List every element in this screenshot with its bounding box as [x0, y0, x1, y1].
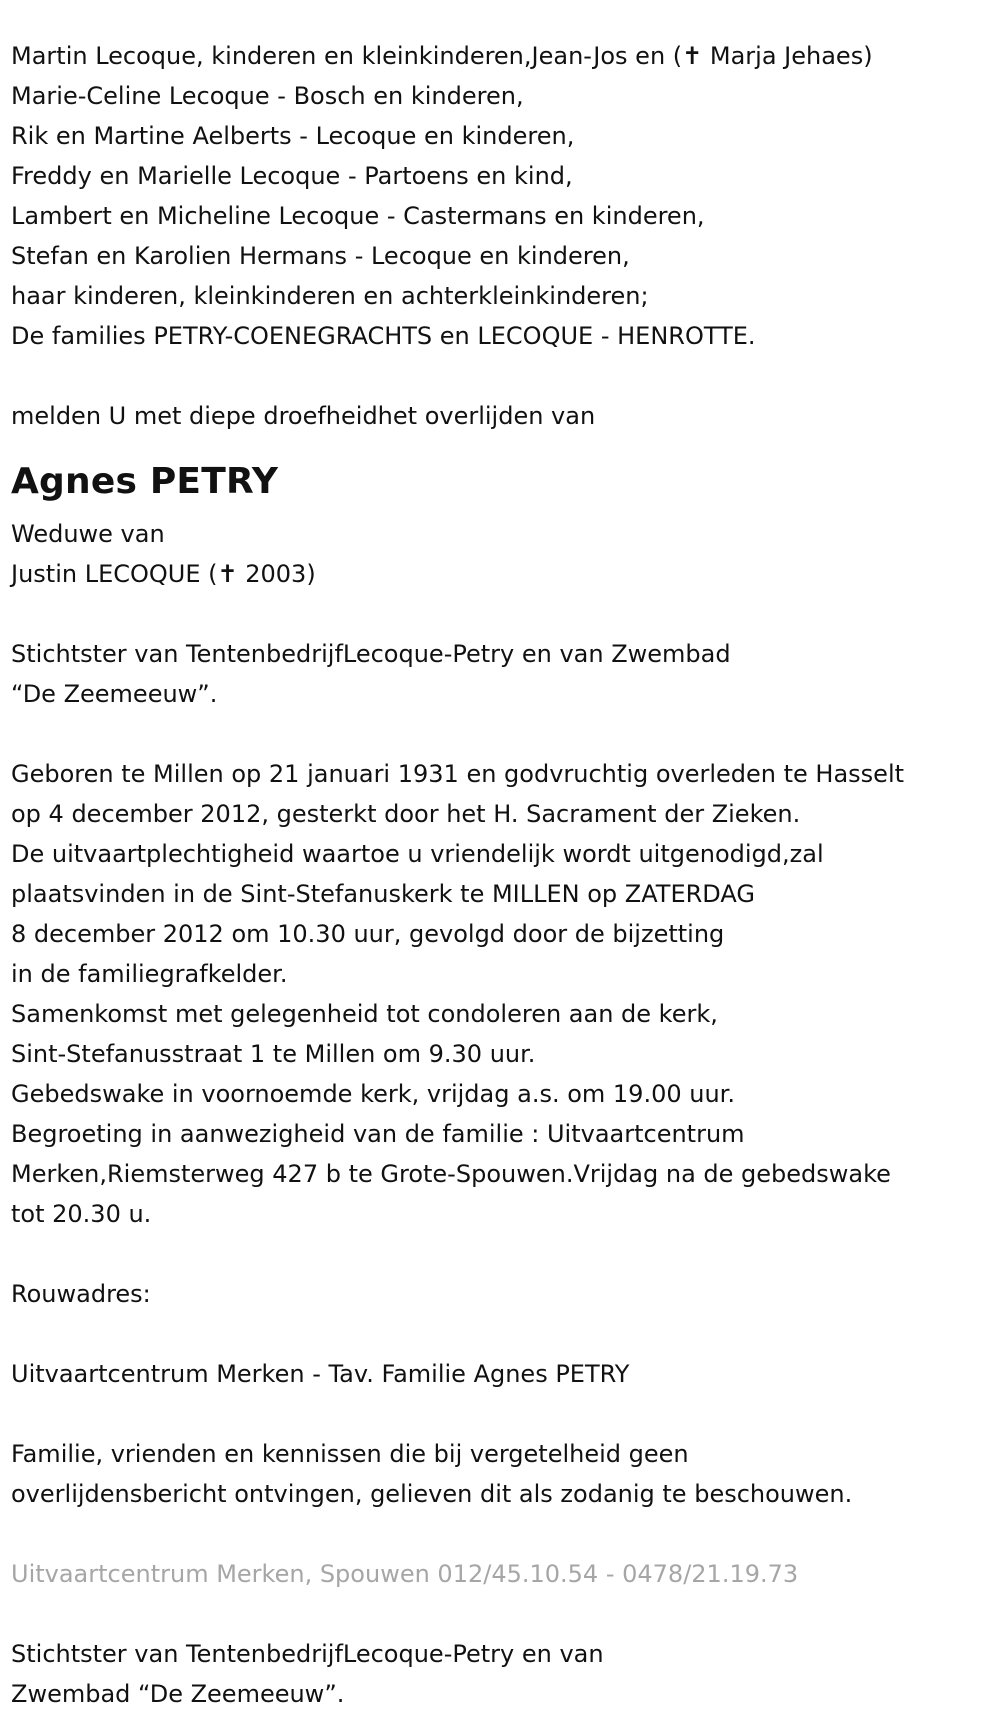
details-line: in de familiegrafkelder. — [11, 960, 288, 988]
obituary-body — [11, 514, 1000, 1714]
founder-line: Stichtster van TentenbedrijfLecoque-Petry en van Zwembad — [11, 640, 731, 668]
details-line: Begroeting in aanwezigheid van de familie : Uitvaartcentrum — [11, 1120, 745, 1148]
family-line: haar kinderen, kleinkinderen en achterkleinkinderen; — [11, 282, 649, 310]
funeral-home-contact: Uitvaartcentrum Merken, Spouwen 012/45.10.54 - 0478/21.19.73 — [11, 1560, 799, 1588]
details-line: De uitvaartplechtigheid waartoe u vriendelijk wordt uitgenodigd,zal — [11, 840, 824, 868]
widow-line: Justin LECOQUE (✝ 2003) — [11, 560, 316, 588]
footer-line: Zwembad “De Zeemeeuw”. — [11, 1680, 345, 1708]
widow-line: Weduwe van — [11, 520, 165, 548]
family-line: Rik en Martine Aelberts - Lecoque en kinderen, — [11, 122, 575, 150]
family-line: Martin Lecoque, kinderen en kleinkinderen,Jean-Jos en (✝ Marja Jehaes) — [11, 42, 873, 70]
family-line: Stefan en Karolien Hermans - Lecoque en kinderen, — [11, 242, 630, 270]
details-line: Samenkomst met gelegenheid tot condoleren aan de kerk, — [11, 1000, 718, 1028]
notice-line: Familie, vrienden en kennissen die bij vergetelheid geen — [11, 1440, 689, 1468]
details-line: plaatsvinden in de Sint-Stefanuskerk te MILLEN op ZATERDAG — [11, 880, 755, 908]
family-list — [11, 36, 1000, 436]
family-line: Marie-Celine Lecoque - Bosch en kinderen, — [11, 82, 524, 110]
notice-line: overlijdensbericht ontvingen, gelieven dit als zodanig te beschouwen. — [11, 1480, 853, 1508]
announcement-text: melden U met diepe droefheidhet overlijden van — [11, 402, 596, 430]
details-line: Gebedswake in voornoemde kerk, vrijdag a.s. om 19.00 uur. — [11, 1080, 735, 1108]
address-label: Rouwadres: — [11, 1280, 151, 1308]
footer-line: Stichtster van TentenbedrijfLecoque-Petry en van — [11, 1640, 604, 1668]
details-line: 8 december 2012 om 10.30 uur, gevolgd door de bijzetting — [11, 920, 725, 948]
founder-line: “De Zeemeeuw”. — [11, 680, 218, 708]
details-line: Geboren te Millen op 21 januari 1931 en godvruchtig overleden te Hasselt — [11, 760, 905, 788]
details-line: op 4 december 2012, gesterkt door het H. Sacrament der Zieken. — [11, 800, 801, 828]
family-line: Lambert en Micheline Lecoque - Castermans en kinderen, — [11, 202, 705, 230]
address-value: Uitvaartcentrum Merken - Tav. Familie Agnes PETRY — [11, 1360, 630, 1388]
family-line: De families PETRY-COENEGRACHTS en LECOQUE - HENROTTE. — [11, 322, 756, 350]
deceased-name: Agnes PETRY — [11, 461, 279, 502]
details-line: tot 20.30 u. — [11, 1200, 152, 1228]
details-line: Merken,Riemsterweg 427 b te Grote-Spouwen.Vrijdag na de gebedswake — [11, 1160, 891, 1188]
family-line: Freddy en Marielle Lecoque - Partoens en kind, — [11, 162, 573, 190]
details-line: Sint-Stefanusstraat 1 te Millen om 9.30 uur. — [11, 1040, 536, 1068]
